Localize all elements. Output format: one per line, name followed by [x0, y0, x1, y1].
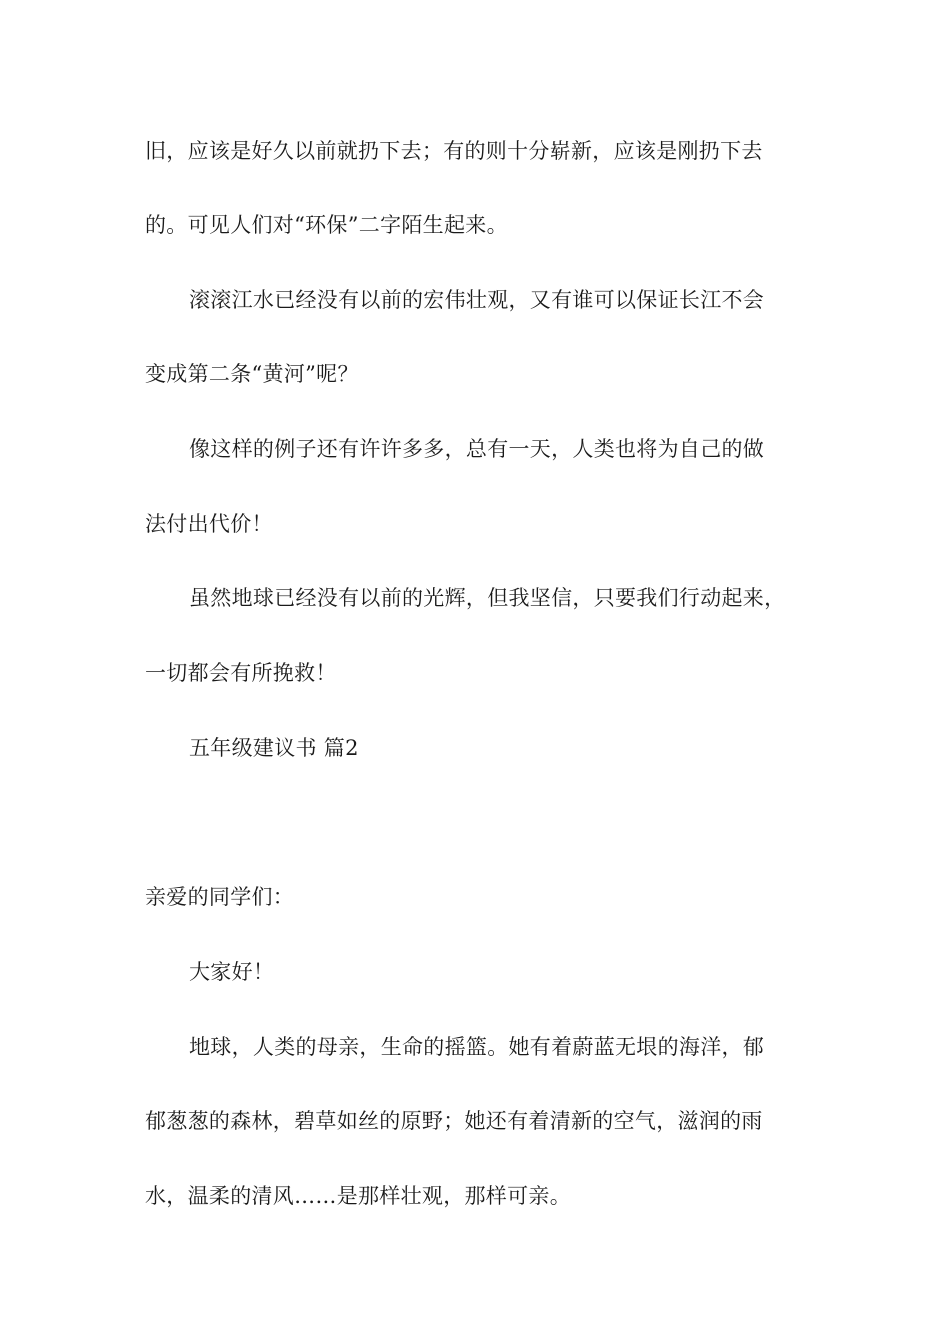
paragraph-line-5: 像这样的例子还有许许多多，总有一天，人类也将为自己的做	[189, 437, 765, 461]
paragraph-line-1: 旧，应该是好久以前就扔下去；有的则十分崭新，应该是刚扔下去	[145, 139, 763, 163]
paragraph-line-7: 虽然地球已经没有以前的光辉，但我坚信，只要我们行动起来，	[189, 586, 786, 610]
paragraph-line-9: 地球，人类的母亲，生命的摇篮。她有着蔚蓝无垠的海洋，郁	[189, 1035, 765, 1059]
salutation: 亲爱的同学们：	[145, 885, 295, 909]
section-heading: 五年级建议书 篇2	[189, 736, 359, 760]
paragraph-line-11: 水，温柔的清风……是那样壮观，那样可亲。	[145, 1184, 571, 1208]
paragraph-line-2: 的。可见人们对“环保”二字陌生起来。	[145, 213, 508, 237]
paragraph-line-8: 一切都会有所挽救！	[145, 661, 337, 685]
paragraph-line-6: 法付出代价！	[145, 512, 273, 536]
greeting: 大家好！	[189, 960, 275, 984]
paragraph-line-3: 滚滚江水已经没有以前的宏伟壮观，又有谁可以保证长江不会	[189, 288, 765, 312]
paragraph-line-4: 变成第二条“黄河”呢？	[145, 362, 359, 386]
paragraph-line-10: 郁葱葱的森林，碧草如丝的原野；她还有着清新的空气，滋润的雨	[145, 1109, 763, 1133]
